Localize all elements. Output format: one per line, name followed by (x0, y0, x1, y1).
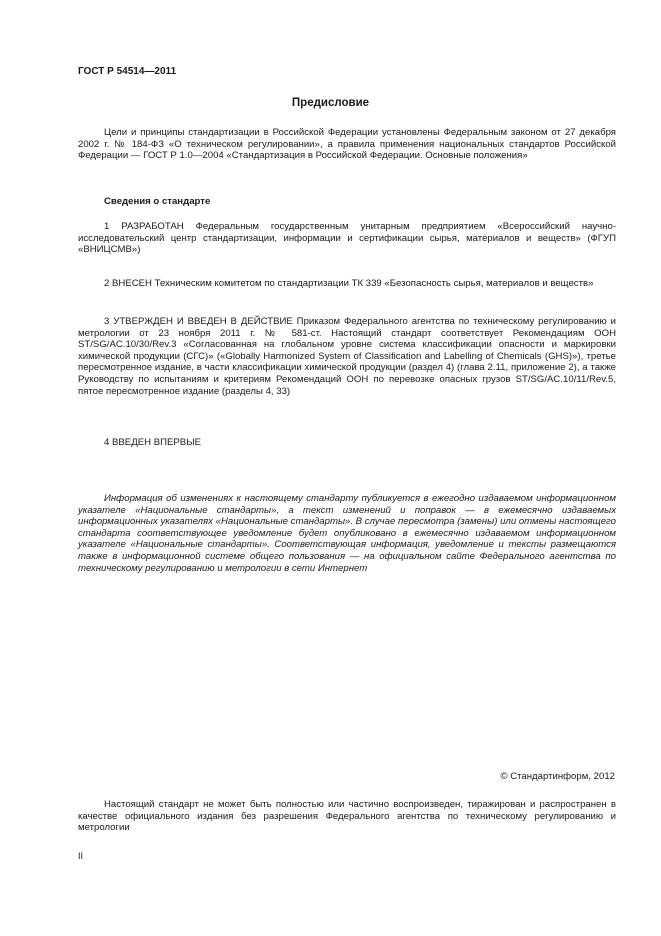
page-number: II (78, 851, 84, 861)
item-3-approved: 3 УТВЕРЖДЕН И ВВЕДЕН В ДЕЙСТВИЕ Приказом Федерального агентства по техническому регулированию и метрологии от 23 ноября 2011 г. № 581-ст. Настоящий стандарт соответствует Рекомендациям ООН ST/SG/AC.10/30/Rev.3 «Согласованная на глобальном уровне система классификации опасности и маркировки химической продукции (СГС)» («Globally Harmonized System of Classification and Labelling of Chemicals (GHS)»), третье пересмотренное издание, в части классификации химической продукции (раздел 4) (глава 2.11, приложение 2), а также Руководству по испытаниям и критериям Рекомендаций ООН по перевозке опасных грузов ST/SG/AC.10/11/Rev.5, пятое пересмотренное издание (разделы 4, 33) (78, 316, 616, 397)
item-1-developed: 1 РАЗРАБОТАН Федеральным государственным унитарным предприятием «Всероссийский научно-исследовательский центр стандартизации, информации и сертификации сырья, материалов и веществ» (ФГУП «ВНИЦСМВ») (78, 221, 616, 256)
section-heading: Сведения о стандарте (104, 196, 211, 207)
copyright-line: © Стандартинформ, 2012 (500, 771, 615, 782)
document-code: ГОСТ Р 54514—2011 (78, 66, 177, 77)
notice-paragraph: Информация об изменениях к настоящему стандарту публикуется в ежегодно издаваемом информационном указателе «Национальные стандарты», а текст изменений и поправок — в ежемесячно издаваемых информационных указателях «Национальные стандарты». В случае пересмотра (замены) или отмены настоящего стандарта соответствующее уведомление будет опубликовано в ежемесячно издаваемом информационном указателе «Национальные стандарты». Соответствующая информация, уведомление и тексты размещаются также в информационной системе общего пользования — на официальном сайте Федерального агентства по техническому регулированию и метрологии в сети Интернет (78, 493, 616, 574)
item-2-introduced: 2 ВНЕСЕН Техническим комитетом по стандартизации ТК 339 «Безопасность сырья, материалов и веществ» (104, 278, 594, 289)
reproduction-notice: Настоящий стандарт не может быть полностью или частично воспроизведен, тиражирован и распространен в качестве официального издания без разрешения Федерального агентства по техническому регулированию и метрологии (78, 799, 616, 834)
item-4-first-introduced: 4 ВВЕДЕН ВПЕРВЫЕ (104, 437, 202, 448)
page-title: Предисловие (291, 97, 370, 109)
intro-paragraph: Цели и принципы стандартизации в Российской Федерации установлены Федеральным законом от 27 декабря 2002 г. № 184-ФЗ «О техническом регулировании», а правила применения национальных стандартов Российской Федерации — ГОСТ Р 1.0—2004 «Стандартизация в Российской Федерации. Основные положения» (78, 127, 616, 162)
